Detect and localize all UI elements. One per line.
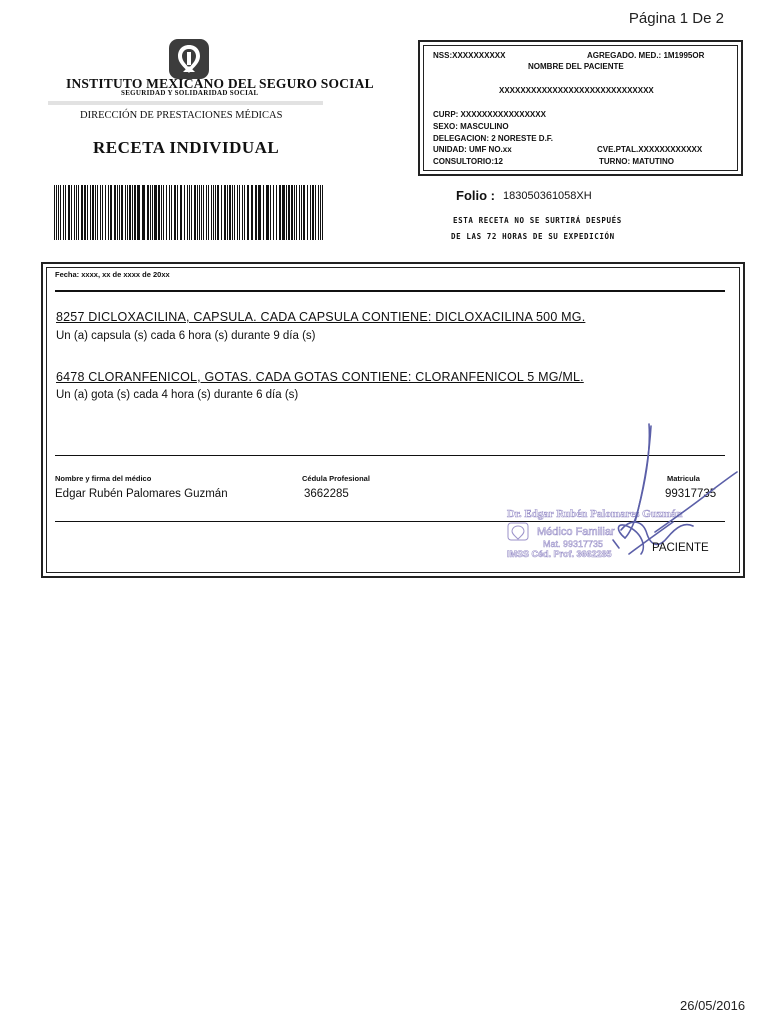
barcode-bar [270,185,271,240]
agregado-field: AGREGADO. MED.: 1M1995OR [587,51,705,60]
page-indicator: Página 1 De 2 [628,10,724,27]
folio-value: 183050361058XH [503,190,592,202]
barcode-bar [127,185,128,240]
barcode-bar [215,185,216,240]
barcode-bar [108,185,109,240]
sexo-field: SEXO: MASCULINO [433,122,509,131]
barcode-bar [132,185,133,240]
barcode-bar [169,185,170,240]
barcode-bar [187,185,188,240]
barcode-bar [78,185,79,240]
barcode-bar [100,185,101,240]
barcode-bar [129,185,131,240]
barcode-bar [76,185,77,240]
medication-dose: Un (a) capsula (s) cada 6 hora (s) durante 9 día (s) [56,330,316,342]
nss-field: NSS:XXXXXXXXXX [433,51,506,60]
barcode-bar [273,185,274,240]
barcode-bar [217,185,219,240]
barcode-bar [147,185,149,240]
doctor-signature [585,422,745,562]
header-divider [48,101,323,105]
barcode-bar [227,185,228,240]
barcode-bar [180,185,182,240]
svg-text:Médico Familiar: Médico Familiar [537,526,615,538]
barcode-bar [224,185,226,240]
medication-dose: Un (a) gota (s) cada 4 hora (s) durante 6 día (s) [56,389,299,401]
barcode-bar [286,185,287,240]
barcode-bar [251,185,253,240]
barcode-bar [163,185,164,240]
barcode-bar [81,185,83,240]
barcode-bar [63,185,64,240]
barcode-bar [258,185,261,240]
barcode-bar [177,185,178,240]
barcode-bar [56,185,57,240]
barcode-bar [84,185,86,240]
barcode-bar [152,185,153,240]
prescription-date: Fecha: xxxx, xx de xxxx de 20xx [55,270,170,279]
barcode-bar [279,185,281,240]
barcode-bar [117,185,118,240]
barcode-bar [282,185,285,240]
matricula-value: 99317735 [665,488,717,500]
expiry-notice-line1: ESTA RECETA NO SE SURTIRÁ DESPUÉS [453,216,622,225]
medication-name: 8257 DICLOXACILINA, CAPSULA. CADA CAPSULA CONTIENE: DICLOXACILINA 500 MG. [56,310,586,324]
matricula-label: Matricula [667,474,700,483]
barcode-bar [266,185,269,240]
barcode-bar [65,185,66,240]
barcode-bar [288,185,290,240]
department-name: DIRECCIÓN DE PRESTACIONES MÉDICAS [80,110,283,121]
barcode-bar [307,185,308,240]
barcode-bar [174,185,176,240]
barcode-bar [189,185,190,240]
unidad-field: UNIDAD: UMF NO.xx [433,145,512,154]
barcode-bar [158,185,160,240]
barcode-bar [161,185,162,240]
barcode-bar [97,185,98,240]
barcode-bar [221,185,222,240]
cedula-value: 3662285 [304,488,349,500]
barcode-bar [105,185,106,240]
barcode-bar [154,185,157,240]
barcode-bar [90,185,91,240]
barcode-bar [166,185,167,240]
barcode-bar [247,185,249,240]
cedula-label: Cédula Profesional [302,474,370,483]
barcode-bar [137,185,140,240]
barcode-bar [110,185,112,240]
institution-name: INSTITUTO MEXICANO DEL SEGURO SOCIAL [66,76,374,91]
barcode-bar [87,185,88,240]
barcode-bar [74,185,75,240]
folio-label: Folio : [456,188,495,203]
doctor-name: Edgar Rubén Palomares Guzmán [55,488,228,500]
barcode-bar [244,185,245,240]
institution-tagline: SEGURIDAD Y SOLIDARIDAD SOCIAL [121,89,259,97]
barcode-bar [199,185,200,240]
document-title: RECETA INDIVIDUAL [93,138,280,157]
barcode-bar [211,185,212,240]
barcode-bar [276,185,277,240]
medication-name: 6478 CLORANFENICOL, GOTAS. CADA GOTAS CONTIENE: CLORANFENICOL 5 MG/ML. [56,370,584,384]
barcode-bar [171,185,172,240]
svg-text:IMSS Céd. Prof. 3662285: IMSS Céd. Prof. 3662285 [507,549,612,559]
barcode-bar [296,185,297,240]
imss-logo [168,38,210,80]
barcode-bar [263,185,264,240]
barcode-bar [315,185,316,240]
patient-info-box [418,40,743,176]
barcode-bar [134,185,136,240]
barcode-bar [206,185,207,240]
barcode-bar [71,185,72,240]
barcode-bar [213,185,214,240]
barcode-bar [68,185,70,240]
barcode-bar [312,185,314,240]
barcode-bar [194,185,196,240]
barcode-bar [125,185,126,240]
cve-ptal-field: CVE.PTAL.XXXXXXXXXXXX [597,145,703,154]
barcode-bar [150,185,151,240]
date-divider [55,290,725,292]
footer-date: 26/05/2016 [680,998,746,1013]
expiry-notice-line2: DE LAS 72 HORAS DE SU EXPEDICIÓN [451,232,615,241]
barcode-bar [318,185,319,240]
barcode-bar [201,185,202,240]
barcode-bar [95,185,96,240]
patient-signature-label: PACIENTE [652,542,709,554]
barcode-bar [54,185,55,240]
barcode-bar [237,185,238,240]
doctor-label: Nombre y firma del médico [55,474,152,483]
barcode-bar [294,185,295,240]
patient-name-label: NOMBRE DEL PACIENTE [528,62,624,71]
curp-field: CURP: XXXXXXXXXXXXXXXX [433,110,546,119]
delegacion-field: DELEGACION: 2 NORESTE D.F. [433,134,554,143]
barcode-bar [232,185,233,240]
barcode [54,185,326,240]
barcode-bar [208,185,209,240]
barcode-bar [184,185,185,240]
turno-field: TURNO: MATUTINO [599,157,674,166]
barcode-bar [229,185,231,240]
barcode-bar [239,185,240,240]
barcode-bar [60,185,61,240]
patient-name-value: XXXXXXXXXXXXXXXXXXXXXXXXXXXXX [499,86,654,95]
barcode-bar [320,185,321,240]
barcode-bar [291,185,293,240]
barcode-bar [322,185,323,240]
barcode-bar [301,185,302,240]
barcode-bar [191,185,192,240]
barcode-bar [197,185,198,240]
barcode-bar [242,185,243,240]
barcode-bar [299,185,300,240]
barcode-bar [119,185,120,240]
svg-text:Mat. 99317735: Mat. 99317735 [543,539,604,549]
barcode-bar [255,185,257,240]
barcode-bar [234,185,235,240]
barcode-bar [310,185,311,240]
barcode-bar [114,185,116,240]
svg-text:Dr. Edgar Rubén Palomares Guzm: Dr. Edgar Rubén Palomares Guzmán [507,508,683,520]
barcode-bar [102,185,103,240]
consultorio-field: CONSULTORIO:12 [433,157,503,166]
barcode-bar [92,185,94,240]
barcode-bar [58,185,59,240]
barcode-bar [303,185,305,240]
barcode-bar [142,185,145,240]
barcode-bar [203,185,204,240]
barcode-bar [121,185,123,240]
